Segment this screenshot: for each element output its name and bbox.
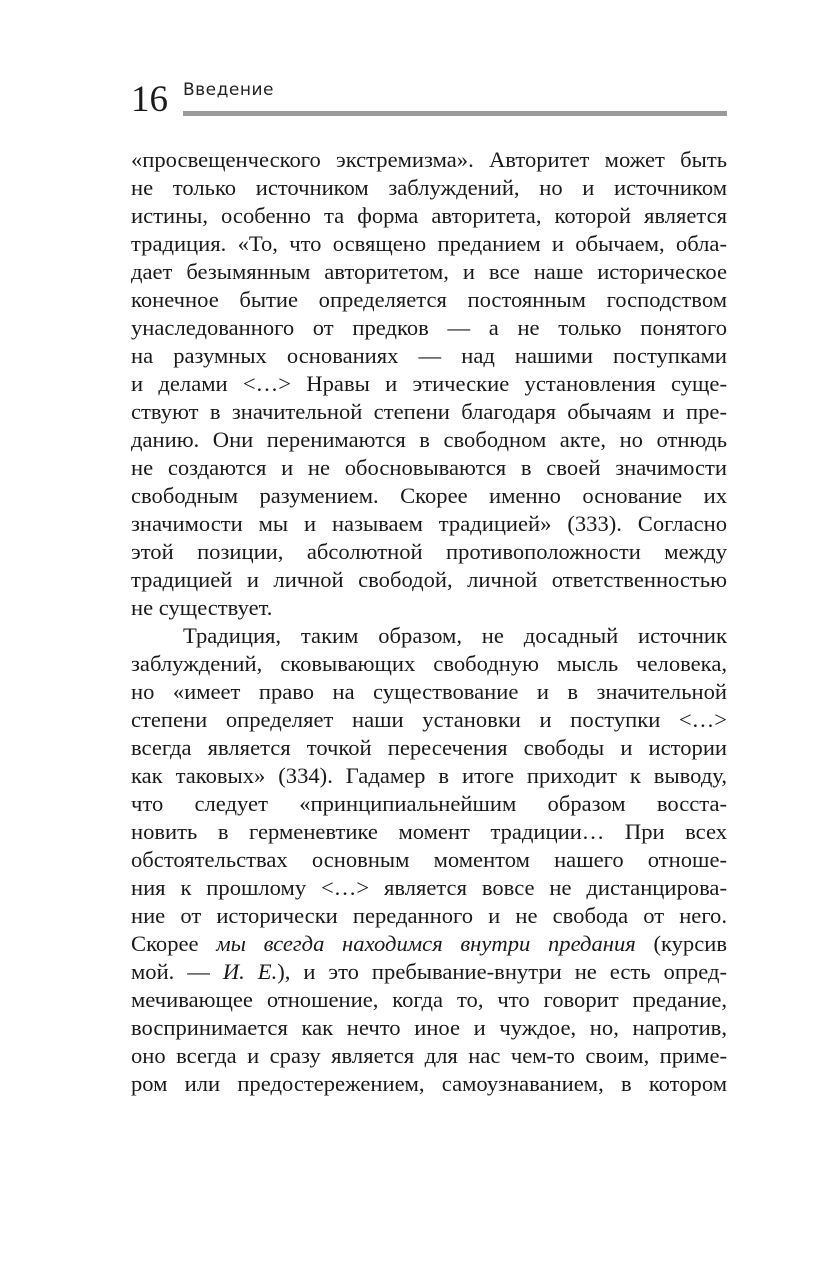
text-line: воспринимается как нечто иное и чуждое, но, напротив,: [131, 1015, 727, 1040]
text-line: на разумных основаниях — над нашими поступками: [131, 343, 727, 368]
text-segment: ), и это пребывание-внутри не есть опред-: [277, 959, 727, 984]
text-line: и делами <…> Нравы и этические установления суще-: [131, 371, 727, 396]
text-line: [131, 930, 727, 958]
text-line: этой позиции, абсолютной противоположности между: [131, 539, 727, 564]
text-line: ром или предостережением, самоузнаванием, в котором: [131, 1071, 727, 1096]
text-line: дает безымянным авторитетом, и все наше историческое: [131, 259, 727, 284]
text-line: заблуждений, сковывающих свободную мысль человека,: [131, 651, 727, 676]
body-text: [131, 146, 727, 1098]
text-line: ствуют в значительной степени благодаря обычаям и пре-: [131, 399, 727, 424]
section-title: Введение: [183, 80, 274, 100]
page-number: 16: [131, 79, 168, 120]
text-line: значимости мы и называем традицией» (333). Согласно: [131, 511, 727, 536]
italic-text: мы всегда находимся внутри предания: [216, 931, 636, 956]
text-line: как таковых» (334). Гадамер в итоге приходит к выводу,: [131, 763, 727, 788]
text-line: традицией и личной свободой, личной ответственностью: [131, 567, 727, 592]
text-line: мечивающее отношение, когда то, что говорит предание,: [131, 987, 727, 1012]
text-line: конечное бытие определяется постоянным господством: [131, 287, 727, 312]
text-segment: мой. —: [131, 959, 223, 984]
text-segment: Скорее: [131, 931, 217, 956]
text-line: [131, 958, 727, 986]
text-segment: (курсив: [635, 931, 727, 956]
running-header: [131, 76, 727, 120]
text-line: но «имеет право на существование и в значительной: [131, 679, 727, 704]
text-line: традиция. «То, что освящено преданием и обычаем, обла-: [131, 231, 727, 256]
italic-text: И. Е.: [222, 959, 278, 984]
text-line: не создаются и не обосновываются в своей значимости: [131, 455, 727, 480]
text-line: «просвещенческого экстремизма». Авторитет может быть: [131, 147, 727, 172]
text-line: Традиция, таким образом, не досадный источник: [183, 623, 727, 648]
text-line: степени определяет наши установки и поступки <…>: [131, 707, 727, 732]
text-line: не существует.: [131, 595, 273, 620]
text-line: не только источником заблуждений, но и источником: [131, 175, 727, 200]
text-line: ния к прошлому <…> является вовсе не дистанцирова-: [131, 875, 727, 900]
text-line: что следует «принципиальнейшим образом восста-: [131, 791, 727, 816]
text-line: свободным разумением. Скорее именно основание их: [131, 483, 727, 508]
text-line: унаследованного от предков — а не только понятого: [131, 315, 727, 340]
text-line: ние от исторически переданного и не свобода от него.: [131, 903, 727, 928]
text-line: данию. Они перенимаются в свободном акте, но отнюдь: [131, 427, 727, 452]
text-line: обстоятельствах основным моментом нашего отноше-: [131, 847, 727, 872]
text-line: новить в герменевтике момент традиции… При всех: [131, 819, 727, 844]
header-rule: [183, 111, 727, 116]
text-line: истины, особенно та форма авторитета, которой является: [131, 203, 727, 228]
text-line: оно всегда и сразу является для нас чем-то своим, приме-: [131, 1043, 727, 1068]
text-line: всегда является точкой пересечения свободы и истории: [131, 735, 727, 760]
